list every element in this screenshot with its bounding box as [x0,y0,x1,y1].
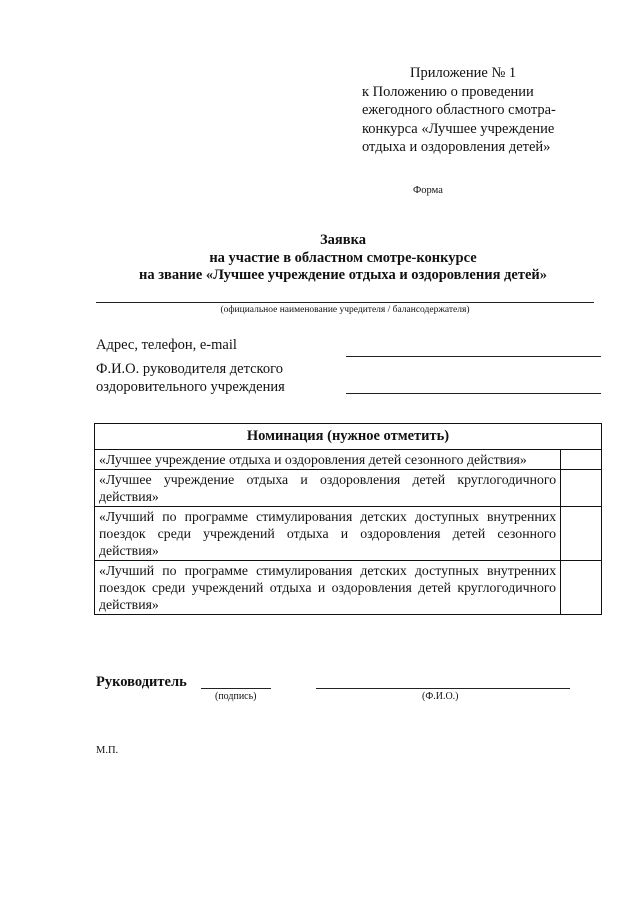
appendix-number: Приложение № 1 [410,65,517,81]
head-name-label-line2: оздоровительного учреждения [96,379,285,395]
nomination-option-text: «Лучшее учреждение отдыха и оздоровления детей круглогодичного действия» [95,470,561,507]
nomination-option-text: «Лучшее учреждение отдыха и оздоровления детей сезонного действия» [95,450,561,470]
appendix-note [362,64,602,157]
table-row [95,450,602,470]
table-row [95,507,602,561]
address-field[interactable] [346,356,601,357]
table-row [95,470,602,507]
nomination-option-text: «Лучший по программе стимулирования детских доступных внутренних поездок среди учреждений отдыха и оздоровления детей круглогодичного действия» [95,561,561,615]
address-label: Адрес, телефон, e-mail [96,337,237,353]
head-name-label-line1: Ф.И.О. руководителя детского [96,361,283,377]
signature-caption: (подпись) [215,691,257,702]
nomination-checkbox[interactable] [561,507,602,561]
signatory-name-caption: (Ф.И.О.) [422,691,459,702]
title-line: Заявка [320,232,366,248]
nomination-checkbox[interactable] [561,470,602,507]
nomination-checkbox[interactable] [561,450,602,470]
head-name-field[interactable] [346,393,601,394]
nomination-option-text: «Лучший по программе стимулирования детских доступных внутренних поездок среди учреждений отдыха и оздоровления детей сезонного действия» [95,507,561,561]
nomination-table [94,423,602,615]
nomination-header-row [95,424,602,450]
signature-field[interactable] [201,688,271,689]
appendix-line: к Положению о проведении [362,83,534,100]
appendix-line: конкурса «Лучшее учреждение [362,120,555,137]
nomination-checkbox[interactable] [561,561,602,615]
table-row [95,561,602,615]
form-label: Форма [413,185,443,196]
document-title [0,232,640,285]
head-signature-label: Руководитель [96,674,187,690]
title-line: на участие в областном смотре-конкурсе [209,249,477,266]
appendix-line: отдыха и оздоровления детей» [362,139,551,155]
signatory-name-field[interactable] [316,688,570,689]
organization-name-line[interactable] [96,302,594,303]
title-line: на звание «Лучшее учреждение отдыха и оздоровления детей» [139,267,547,283]
nomination-header: Номинация (нужное отметить) [95,424,602,450]
stamp-place-label: М.П. [96,745,119,756]
appendix-line: ежегодного областного смотра- [362,102,556,118]
organization-name-caption: (официальное наименование учредителя / балансодержателя) [220,305,470,315]
